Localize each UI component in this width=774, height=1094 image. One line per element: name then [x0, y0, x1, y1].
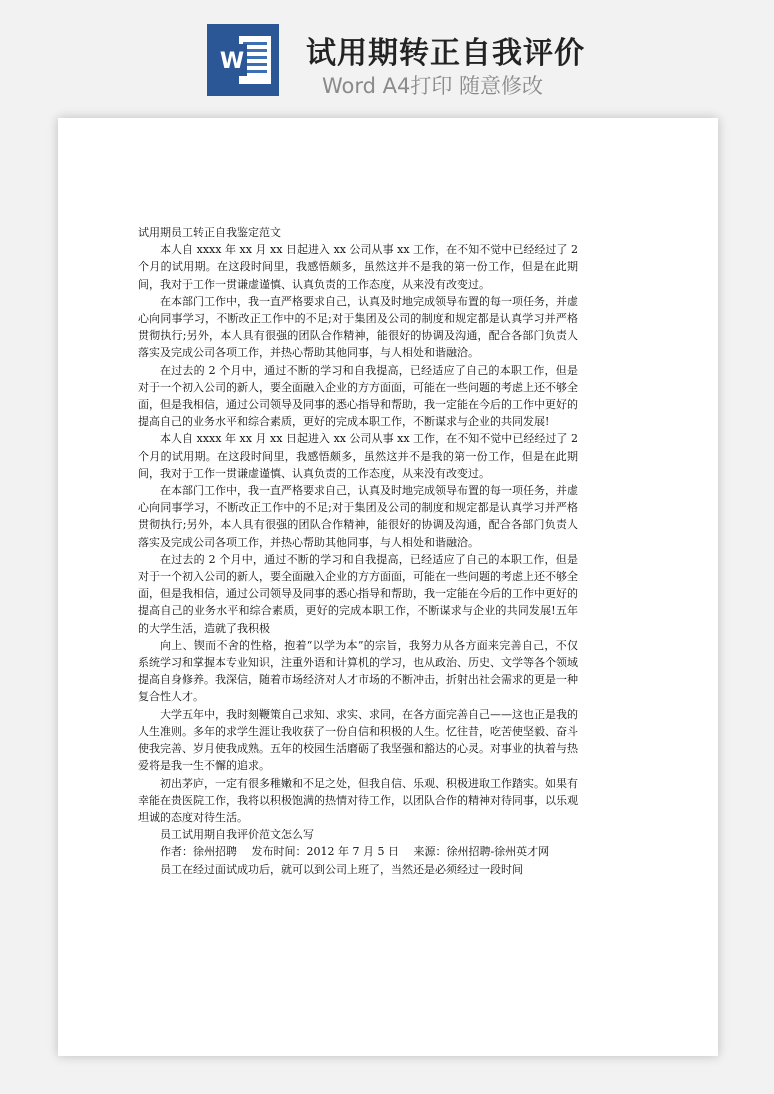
page-subtitle: Word A4打印 随意修改: [322, 74, 544, 98]
doc-byline: 作者：徐州招聘 发布时间：2012 年 7 月 5 日 来源：徐州招聘-徐州英才网: [160, 845, 550, 859]
doc-paragraph: 向上、锲而不舍的性格，抱着“以学为本”的宗旨，我努力从各方面来完善自己，不仅系统学习和掌握本专业知识，注重外语和计算机的学习，也从政治、历史、文学等各个领域提高自身修养。我深信，随着市场经济对人才市场的不断冲击，折射出社会需求的更是一种复合性人才。: [138, 638, 578, 704]
word-doc-icon: [207, 24, 279, 96]
doc-subheading: 员工试用期自我评价范文怎么写: [160, 828, 314, 842]
doc-paragraph: 初出茅庐，一定有很多稚嫩和不足之处，但我自信、乐观、积极进取工作踏实。如果有幸能在贵医院工作，我将以积极饱满的热情对待工作，以团队合作的精神对待同事，以乐观坦诚的态度对待生活。: [138, 776, 578, 824]
page-title: 试用期转正自我评价: [306, 36, 585, 71]
doc-paragraph: 在过去的 2 个月中，通过不断的学习和自我提高，已经适应了自己的本职工作，但是对于一个初入公司的新人，要全面融入企业的方方面面，可能在一些问题的考虑上还不够全面，但是我相信，通过公司领导及同事的悉心指导和帮助，我一定能在今后的工作中更好的提高自己的业务水平和综合素质，更好的完成本职工作，不断谋求与企业的共同发展!五年的大学生活，造就了我积极: [138, 552, 578, 635]
page-header: [0, 0, 774, 112]
doc-paragraph: 本人自 xxxx 年 xx 月 xx 日起进入 xx 公司从事 xx 工作，在不知不觉中已经经过了 2 个月的试用期。在这段时间里，我感悟颇多，虽然这并不是我的第一份工作，但是在此期间，我对于工作一贯谦虚谨慎、认真负责的工作态度，从来没有改变过。: [138, 432, 578, 480]
word-icon-letter: W: [219, 49, 245, 74]
doc-paragraph: 员工在经过面试成功后，就可以到公司上班了，当然还是必须经过一段时间: [160, 862, 523, 876]
doc-paragraph: 在本部门工作中，我一直严格要求自己，认真及时地完成领导布置的每一项任务，并虚心向同事学习，不断改正工作中的不足;对于集团及公司的制度和规定都是认真学习并严格贯彻执行;另外，本人具有很强的团队合作精神，能很好的协调及沟通，配合各部门负责人落实及完成公司各项工作，并热心帮助其他同事，与人相处和谐融洽。: [138, 294, 578, 360]
doc-paragraph: 在本部门工作中，我一直严格要求自己，认真及时地完成领导布置的每一项任务，并虚心向同事学习，不断改正工作中的不足;对于集团及公司的制度和规定都是认真学习并严格贯彻执行;另外，本人具有很强的团队合作精神，能很好的协调及沟通，配合各部门负责人落实及完成公司各项工作，并热心帮助其他同事，与人相处和谐融洽。: [138, 484, 578, 549]
document-body: [138, 224, 578, 878]
doc-heading: 试用期员工转正自我鉴定范文: [138, 226, 281, 239]
doc-paragraph: 大学五年中，我时刻鞭策自己求知、求实、求同，在各方面完善自己——这也正是我的人生准则。多年的求学生涯让我收获了一份自信和积极的人生。忆往昔，吃苦使坚毅、奋斗使我完善、岁月使我成熟。五年的校园生活磨砺了我坚强和豁达的心灵。对事业的执着与热爱将是我一生不懈的追求。: [138, 707, 578, 773]
doc-paragraph: 本人自 xxxx 年 xx 月 xx 日起进入 xx 公司从事 xx 工作，在不知不觉中已经经过了 2 个月的试用期。在这段时间里，我感悟颇多，虽然这并不是我的第一份工作，但是在此期间，我对于工作一贯谦虚谨慎、认真负责的工作态度，从来没有改变过。: [138, 243, 578, 291]
doc-paragraph: 在过去的 2 个月中，通过不断的学习和自我提高，已经适应了自己的本职工作，但是对于一个初入公司的新人，要全面融入企业的方方面面，可能在一些问题的考虑上还不够全面，但是我相信，通过公司领导及同事的悉心指导和帮助，我一定能在今后的工作中更好的提高自己的业务水平和综合素质，更好的完成本职工作，不断谋求与企业的共同发展!: [138, 363, 578, 429]
